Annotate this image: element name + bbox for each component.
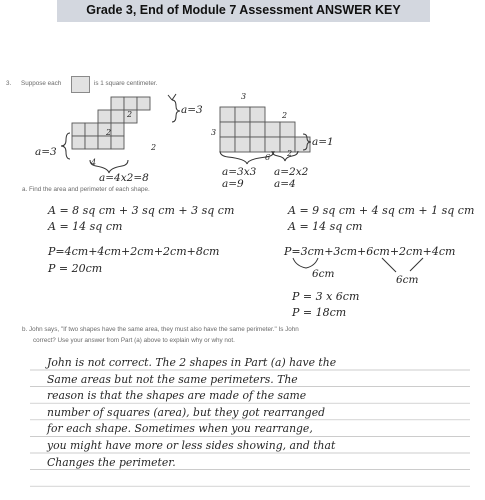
shape2-calc-left-2: a=9 (222, 178, 244, 190)
shape2-area-line1: A = 9 sq cm + 4 sq cm + 1 sq cm (288, 204, 475, 217)
shape2-label-6: 6 (265, 153, 271, 162)
shape2-side-label-right: a=1 (312, 136, 334, 148)
shape2-label-3-top: 3 (241, 92, 247, 101)
shape1-label-2-bottom: 2 (151, 143, 157, 152)
answer-b-block (47, 355, 336, 471)
shape1-label-2-top: 2 (127, 110, 133, 119)
shape2-group-left: 6cm (312, 268, 335, 280)
answer-b-line: number of squares (area), but they got rearranged (47, 405, 325, 419)
answer-b-line: for each shape. Sometimes when you rearrange, (47, 422, 313, 436)
shape2-label-2-lower: 2 (287, 149, 293, 158)
shape1-area-line1: A = 8 sq cm + 3 sq cm + 3 sq cm (48, 204, 235, 217)
shape1-label-2-mid: 2 (106, 128, 112, 137)
shape2-perimeter-line3: P = 18cm (292, 306, 347, 319)
shape1-label-4: 4 (91, 158, 97, 167)
problem-intro-unit-text: is 1 square centimeter. (94, 80, 158, 87)
page-title: Grade 3, End of Module 7 Assessment ANSWER KEY (86, 3, 401, 17)
answer-b-line: reason is that the shapes are made of the same (47, 389, 307, 403)
shape2-label-3-left: 3 (211, 128, 217, 137)
answer-b-line: Changes the perimeter. (47, 455, 176, 469)
answer-b-line: you might have more or less sides showing, and that (47, 438, 336, 452)
answer-b-line: John is not correct. The 2 shapes in Part (a) have the (47, 356, 337, 369)
shape2-perimeter-line2: P = 3 x 6cm (292, 290, 360, 303)
answer-b-line: Same areas but not the same perimeters. The (47, 372, 298, 386)
shape2-perimeter-line1: P=3cm+3cm+6cm+2cm+4cm (284, 245, 456, 258)
shape2-group-right: 6cm (396, 274, 419, 286)
shape1-area-line2: A = 14 sq cm (48, 220, 123, 233)
shape1-side-label-right: a=3 (181, 104, 203, 116)
shape1-perimeter-line1: P=4cm+4cm+2cm+2cm+8cm (48, 245, 220, 258)
shape1-side-label-left: a=3 (35, 146, 57, 158)
shape2-calc-left-1: a=3x3 (222, 166, 257, 178)
shape2-area-line2: A = 14 sq cm (288, 220, 363, 233)
shape1-perimeter-line2: P = 20cm (48, 262, 103, 275)
problem-intro-text: Suppose each (21, 80, 62, 87)
part-a-prompt: a. Find the area and perimeter of each shape. (22, 186, 150, 193)
part-b-prompt-line1: b. John says, "If two shapes have the same area, they must also have the same perimeter." Is John (22, 326, 299, 333)
shape2-calc-right-1: a=2x2 (274, 166, 309, 178)
part-b-prompt-line2: correct? Use your answer from Part (a) above to explain why or why not. (33, 337, 235, 344)
shape2-calc-right-2: a=4 (274, 178, 296, 190)
problem-number: 3. (6, 80, 12, 87)
shape1-area-label: a=4x2=8 (99, 172, 149, 184)
shape2-label-2-upper: 2 (282, 111, 288, 120)
